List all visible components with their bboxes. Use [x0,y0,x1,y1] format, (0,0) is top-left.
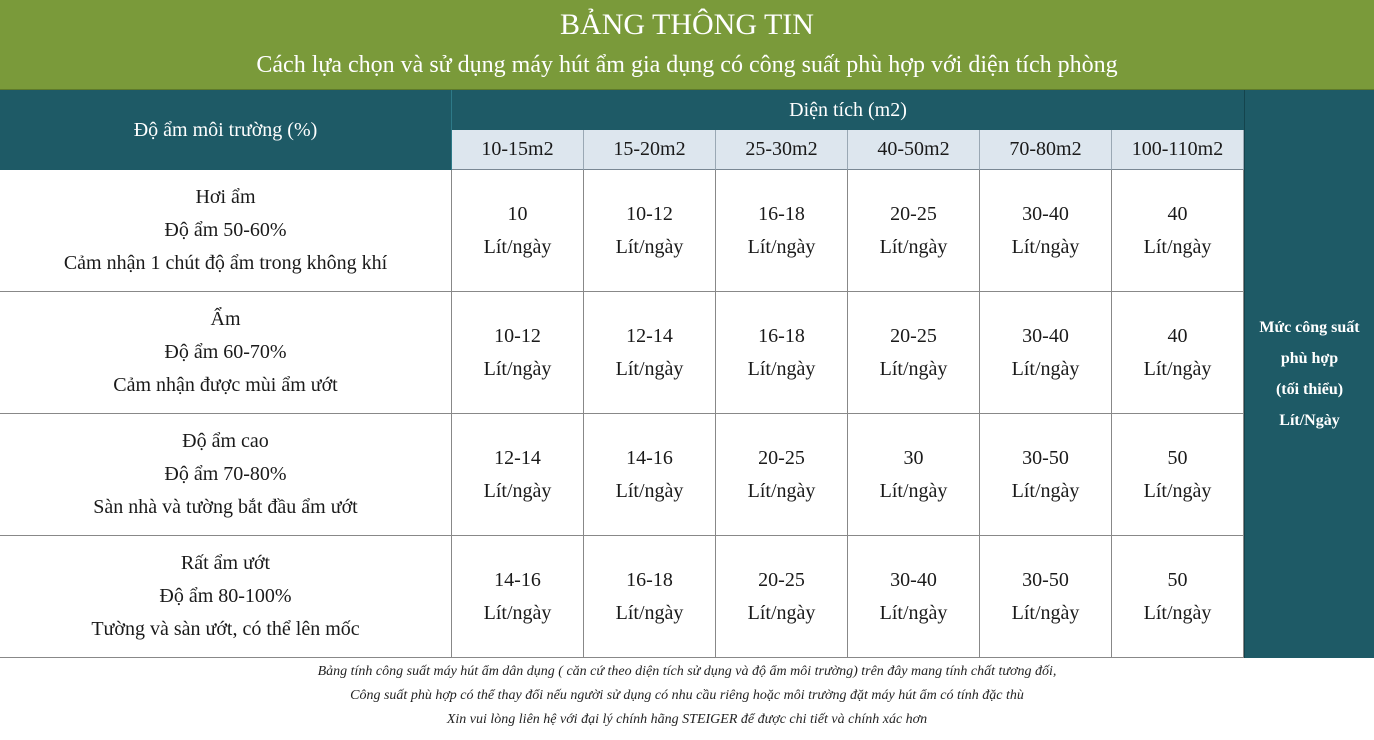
humidity-row-label [0,414,452,536]
capacity-cell [1112,292,1244,414]
capacity-unit: Lít/ngày [879,601,948,624]
footer-line-3: Xin vui lòng liên hệ với đại lý chính hãng STEIGER để được chi tiết và chính xác hơn [446,712,928,727]
capacity-unit: Lít/ngày [1143,235,1212,258]
side-label-line-2: phù hợp [1280,350,1339,367]
capacity-cell [452,414,584,536]
capacity-value: 30-40 [1022,324,1069,347]
size-header-4 [848,130,980,170]
side-label-line-3: (tối thiểu) [1275,381,1344,398]
capacity-cell [584,170,716,292]
capacity-value: 30-50 [1022,446,1069,469]
capacity-value: 16-18 [758,202,805,225]
capacity-value: 14-16 [494,568,541,591]
size-header-label: 40-50m2 [877,138,950,160]
humidity-level-name: Hơi ẩm [195,186,256,208]
humidity-level-name: Rất ẩm ướt [180,552,271,574]
capacity-unit: Lít/ngày [879,235,948,258]
humidity-note: Tường và sàn ướt, có thể lên mốc [91,618,360,640]
humidity-range: Độ ẩm 70-80% [164,463,287,485]
capacity-cell [848,536,980,658]
size-header-label: 25-30m2 [745,138,818,160]
page-header [0,0,1374,90]
capacity-value: 12-14 [626,324,673,347]
capacity-unit: Lít/ngày [747,479,816,502]
capacity-unit: Lít/ngày [615,601,684,624]
capacity-value: 40 [1167,324,1188,347]
capacity-value: 50 [1167,446,1188,469]
humidity-range: Độ ẩm 80-100% [159,585,292,607]
page-subtitle: Cách lựa chọn và sử dụng máy hút ẩm gia dụng có công suất phù hợp với diện tích phòng [256,52,1118,78]
size-header-3 [716,130,848,170]
capacity-cell [584,292,716,414]
capacity-cell [980,292,1112,414]
capacity-value: 10-12 [494,324,541,347]
capacity-value: 30 [903,446,924,469]
capacity-value: 16-18 [626,568,673,591]
capacity-unit: Lít/ngày [879,357,948,380]
capacity-value: 20-25 [890,324,937,347]
capacity-cell [716,170,848,292]
capacity-value: 30-50 [1022,568,1069,591]
page-title: BẢNG THÔNG TIN [560,8,814,41]
humidity-range: Độ ẩm 50-60% [164,219,287,241]
humidity-range: Độ ẩm 60-70% [164,341,287,363]
size-header-5 [980,130,1112,170]
size-header-label: 10-15m2 [481,138,554,160]
footer-line-2: Công suất phù hợp có thể thay đổi nếu người sử dụng có nhu cầu riêng hoặc môi trường đặt máy hút ẩm có tính đặc thù [350,688,1024,703]
capacity-value: 30-40 [890,568,937,591]
area-header-label: Diện tích (m2) [789,98,907,121]
capacity-cell [1112,170,1244,292]
capacity-value: 50 [1167,568,1188,591]
capacity-cell [716,414,848,536]
capacity-cell [584,536,716,658]
capacity-unit: Lít/ngày [483,479,552,502]
capacity-cell [1112,536,1244,658]
humidity-note: Cảm nhận 1 chút độ ẩm trong không khí [63,252,388,274]
side-label-line-4: Lít/Ngày [1279,412,1340,429]
capacity-cell [848,414,980,536]
humidity-level-name: Độ ẩm cao [182,430,269,452]
footer-line-1: Bảng tính công suất máy hút ẩm dân dụng ( căn cứ theo diện tích sử dụng và độ ẩm môi trường) trên đây mang tính chất tương đối, [317,664,1057,679]
humidity-row-label [0,170,452,292]
size-header-label: 100-110m2 [1131,138,1224,160]
capacity-unit: Lít/ngày [483,601,552,624]
area-header [452,90,1244,130]
capacity-cell [452,170,584,292]
capacity-value: 14-16 [626,446,673,469]
capacity-cell [980,170,1112,292]
capacity-cell [980,414,1112,536]
capacity-unit: Lít/ngày [1143,357,1212,380]
capacity-value: 20-25 [758,568,805,591]
capacity-value: 16-18 [758,324,805,347]
capacity-cell [452,536,584,658]
capacity-value: 20-25 [890,202,937,225]
humidity-header [0,90,452,170]
size-header-6 [1112,130,1244,170]
capacity-unit: Lít/ngày [1143,479,1212,502]
humidity-row-label [0,292,452,414]
capacity-cell [848,170,980,292]
humidity-note: Sàn nhà và tường bắt đầu ẩm ướt [93,496,358,518]
capacity-unit: Lít/ngày [1143,601,1212,624]
humidity-row-label [0,536,452,658]
capacity-cell [848,292,980,414]
capacity-unit: Lít/ngày [747,601,816,624]
capacity-value: 10 [507,202,528,225]
capacity-cell [980,536,1112,658]
capacity-value: 20-25 [758,446,805,469]
capacity-cell [452,292,584,414]
humidity-header-label: Độ ẩm môi trường (%) [133,118,318,141]
capacity-unit: Lít/ngày [615,357,684,380]
size-header-label: 15-20m2 [613,138,686,160]
size-header-1 [452,130,584,170]
capacity-unit: Lít/ngày [747,235,816,258]
capacity-value: 12-14 [494,446,541,469]
size-header-2 [584,130,716,170]
capacity-unit: Lít/ngày [1011,601,1080,624]
capacity-unit: Lít/ngày [483,235,552,258]
dehumidifier-table [0,90,1374,657]
capacity-unit: Lít/ngày [1011,479,1080,502]
capacity-cell [716,536,848,658]
size-header-label: 70-80m2 [1009,138,1082,160]
capacity-value: 30-40 [1022,202,1069,225]
capacity-unit: Lít/ngày [483,357,552,380]
footer-notes [0,658,1374,740]
humidity-level-name: Ẩm [210,308,241,330]
humidity-note: Cảm nhận được mùi ẩm ướt [113,374,338,396]
capacity-value: 10-12 [626,202,673,225]
capacity-unit: Lít/ngày [1011,357,1080,380]
capacity-cell [1112,414,1244,536]
capacity-cell [716,292,848,414]
capacity-value: 40 [1167,202,1188,225]
capacity-unit: Lít/ngày [615,479,684,502]
capacity-cell [584,414,716,536]
capacity-unit: Lít/ngày [1011,235,1080,258]
capacity-unit: Lít/ngày [615,235,684,258]
capacity-side-label [1244,90,1374,658]
side-label-line-1: Mức công suất [1259,319,1360,336]
capacity-unit: Lít/ngày [879,479,948,502]
capacity-unit: Lít/ngày [747,357,816,380]
